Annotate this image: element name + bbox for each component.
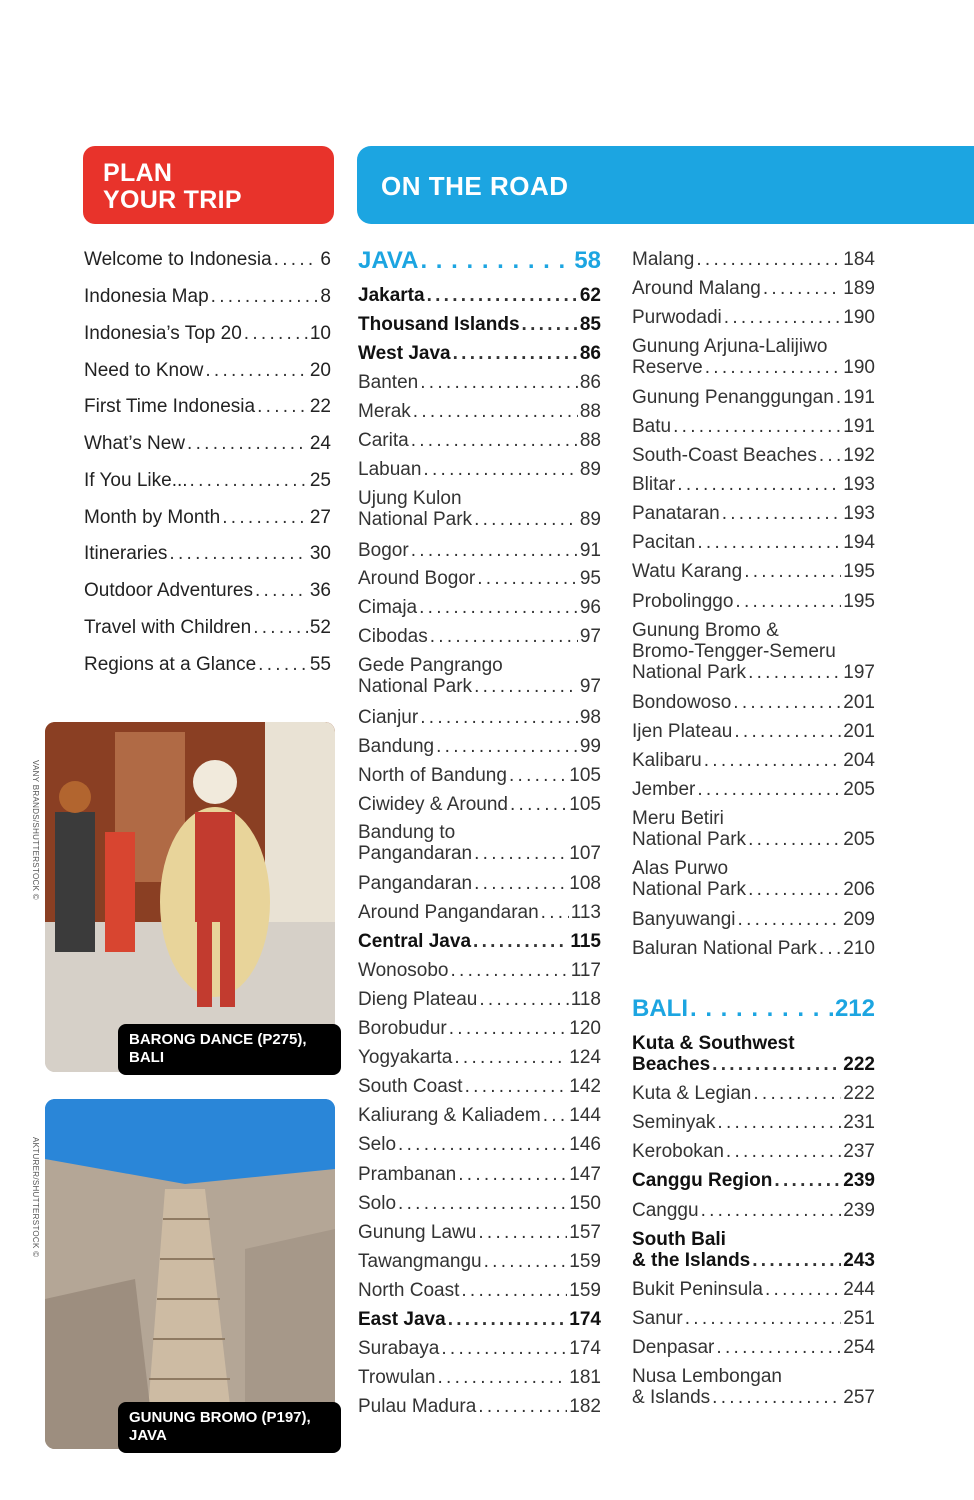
toc-region-bali[interactable]: BALI . . . 212: [632, 998, 875, 1019]
toc-entry[interactable]: Gunung Penanggungan . . . 191: [632, 387, 875, 408]
toc-entry[interactable]: Kuta & Legian . . . 222: [632, 1083, 875, 1104]
toc-entry[interactable]: Thousand Islands . . . 85: [358, 314, 601, 335]
toc-entry[interactable]: Tawangmangu . . . 159: [358, 1251, 601, 1272]
road-title: ON THE ROAD: [381, 171, 569, 201]
bromo-stairs-illustration: [45, 1099, 335, 1449]
toc-entry[interactable]: Trowulan . . . 181: [358, 1367, 601, 1388]
toc-entry[interactable]: Probolinggo . . . 195: [632, 591, 875, 612]
toc-entry[interactable]: Wonosobo . . . 117: [358, 960, 601, 981]
toc-entry[interactable]: Kaliurang & Kaliadem . . . 144: [358, 1105, 601, 1126]
toc-entry[interactable]: Travel with Children . . . 52: [84, 617, 331, 638]
toc-entry[interactable]: Sanur . . . 251: [632, 1308, 875, 1329]
toc-entry[interactable]: Denpasar . . . 254: [632, 1337, 875, 1358]
toc-entry[interactable]: Banten . . . 86: [358, 372, 601, 393]
toc-entry[interactable]: Cimaja . . . 96: [358, 597, 601, 618]
toc-entry[interactable]: South-Coast Beaches . . . 192: [632, 445, 875, 466]
toc-entry[interactable]: Batu . . . 191: [632, 416, 875, 437]
toc-entry[interactable]: Blitar . . . 193: [632, 474, 875, 495]
toc-entry[interactable]: Borobudur . . . 120: [358, 1018, 601, 1039]
toc-entry[interactable]: Ujung Kulon National Park . . . 89: [358, 488, 601, 530]
toc-entry[interactable]: Indonesia’s Top 20 . . . 10: [84, 323, 331, 344]
toc-entry[interactable]: Baluran National Park . . . 210: [632, 938, 875, 959]
toc-entry[interactable]: Pacitan . . . 194: [632, 532, 875, 553]
photo-credit-1: VANY BRANDS/SHUTTERSTOCK ©: [31, 760, 40, 900]
on-the-road-header: [357, 146, 974, 224]
plan-title-line1: PLAN: [103, 159, 173, 187]
toc-entry[interactable]: Cianjur . . . 98: [358, 707, 601, 728]
gunung-bromo-photo: [45, 1099, 335, 1449]
photo-credit-2: AKTURER/SHUTTERSTOCK ©: [31, 1137, 40, 1258]
toc-entry[interactable]: West Java . . . 86: [358, 343, 601, 364]
toc-entry[interactable]: East Java . . . 174: [358, 1309, 601, 1330]
toc-entry[interactable]: Gunung Arjuna-Lalijiwo Reserve . . . 190: [632, 336, 875, 378]
toc-entry[interactable]: Labuan . . . 89: [358, 459, 601, 480]
toc-entry[interactable]: Ciwidey & Around . . . 105: [358, 794, 601, 815]
toc-entry[interactable]: Canggu Region . . . 239: [632, 1170, 875, 1191]
barong-dance-photo: [45, 722, 335, 1072]
toc-entry[interactable]: Dieng Plateau . . . 118: [358, 989, 601, 1010]
toc-entry[interactable]: Solo . . . 150: [358, 1193, 601, 1214]
toc-entry[interactable]: Purwodadi . . . 190: [632, 307, 875, 328]
toc-entry[interactable]: Jakarta . . . 62: [358, 285, 601, 306]
toc-entry[interactable]: Gunung Bromo & Bromo-Tengger-Semeru National Park . . . 197: [632, 620, 875, 683]
toc-entry[interactable]: Canggu . . . 239: [632, 1200, 875, 1221]
toc-entry[interactable]: Prambanan . . . 147: [358, 1164, 601, 1185]
toc-entry[interactable]: Malang . . . 184: [632, 249, 875, 270]
toc-entry[interactable]: Yogyakarta . . . 124: [358, 1047, 601, 1068]
photo-caption-2: [118, 1402, 341, 1453]
caption-1-line2: BALI: [129, 1049, 164, 1066]
toc-entry[interactable]: Watu Karang . . . 195: [632, 561, 875, 582]
toc-entry[interactable]: Month by Month . . . 27: [84, 507, 331, 528]
toc-entry[interactable]: Around Pangandaran . . . 113: [358, 902, 601, 923]
toc-entry[interactable]: Selo . . . 146: [358, 1134, 601, 1155]
toc-entry[interactable]: Gede Pangrango National Park . . . 97: [358, 655, 601, 697]
toc-entry[interactable]: Meru Betiri National Park . . . 205: [632, 808, 875, 850]
toc-entry[interactable]: Need to Know . . . 20: [84, 360, 331, 381]
toc-entry[interactable]: First Time Indonesia . . . 22: [84, 396, 331, 417]
toc-entry[interactable]: Carita . . . 88: [358, 430, 601, 451]
toc-entry[interactable]: If You Like... . . . 25: [84, 470, 331, 491]
caption-2-line1: GUNUNG BROMO (P197),: [129, 1409, 311, 1426]
toc-entry[interactable]: North Coast . . . 159: [358, 1280, 601, 1301]
toc-entry[interactable]: Pulau Madura . . . 182: [358, 1396, 601, 1417]
toc-entry[interactable]: Welcome to Indonesia . . . 6: [84, 249, 331, 270]
toc-entry[interactable]: Cibodas . . . 97: [358, 626, 601, 647]
toc-region-java[interactable]: JAVA . . . 58: [358, 250, 601, 271]
toc-entry[interactable]: Central Java . . . 115: [358, 931, 601, 952]
toc-entry[interactable]: Kuta & Southwest Beaches . . . 222: [632, 1033, 875, 1075]
toc-entry[interactable]: Indonesia Map . . . 8: [84, 286, 331, 307]
toc-entry[interactable]: Bandung . . . 99: [358, 736, 601, 757]
toc-entry[interactable]: Itineraries . . . 30: [84, 543, 331, 564]
toc-entry[interactable]: Alas Purwo National Park . . . 206: [632, 858, 875, 900]
caption-2-line2: JAVA: [129, 1427, 167, 1444]
toc-entry[interactable]: Ijen Plateau . . . 201: [632, 721, 875, 742]
toc-entry[interactable]: Seminyak . . . 231: [632, 1112, 875, 1133]
toc-entry[interactable]: Surabaya . . . 174: [358, 1338, 601, 1359]
toc-entry[interactable]: Gunung Lawu . . . 157: [358, 1222, 601, 1243]
toc-entry[interactable]: Nusa Lembongan & Islands . . . 257: [632, 1366, 875, 1408]
toc-entry[interactable]: Panataran . . . 193: [632, 503, 875, 524]
toc-entry[interactable]: Bukit Peninsula . . . 244: [632, 1279, 875, 1300]
toc-entry[interactable]: Kalibaru . . . 204: [632, 750, 875, 771]
toc-entry[interactable]: North of Bandung . . . 105: [358, 765, 601, 786]
toc-entry[interactable]: Kerobokan . . . 237: [632, 1141, 875, 1162]
plan-your-trip-header: [83, 146, 334, 224]
toc-entry[interactable]: What’s New . . . 24: [84, 433, 331, 454]
toc-entry[interactable]: South Bali & the Islands . . . 243: [632, 1229, 875, 1271]
toc-entry[interactable]: Regions at a Glance . . . 55: [84, 654, 331, 675]
barong-dancer-illustration: [45, 722, 335, 1072]
toc-entry[interactable]: Outdoor Adventures . . . 36: [84, 580, 331, 601]
toc-entry[interactable]: Around Malang . . . 189: [632, 278, 875, 299]
toc-entry[interactable]: Pangandaran . . . 108: [358, 873, 601, 894]
toc-entry[interactable]: Banyuwangi . . . 209: [632, 909, 875, 930]
toc-entry[interactable]: Bondowoso . . . 201: [632, 692, 875, 713]
toc-entry[interactable]: Jember . . . 205: [632, 779, 875, 800]
plan-title-line2: YOUR TRIP: [103, 186, 242, 214]
toc-entry[interactable]: Around Bogor . . . 95: [358, 568, 601, 589]
photo-caption-1: [118, 1024, 341, 1075]
toc-entry[interactable]: Bandung to Pangandaran . . . 107: [358, 822, 601, 864]
caption-1-line1: BARONG DANCE (P275),: [129, 1031, 307, 1048]
toc-entry[interactable]: Merak . . . 88: [358, 401, 601, 422]
toc-entry[interactable]: Bogor . . . 91: [358, 540, 601, 561]
toc-entry[interactable]: South Coast . . . 142: [358, 1076, 601, 1097]
